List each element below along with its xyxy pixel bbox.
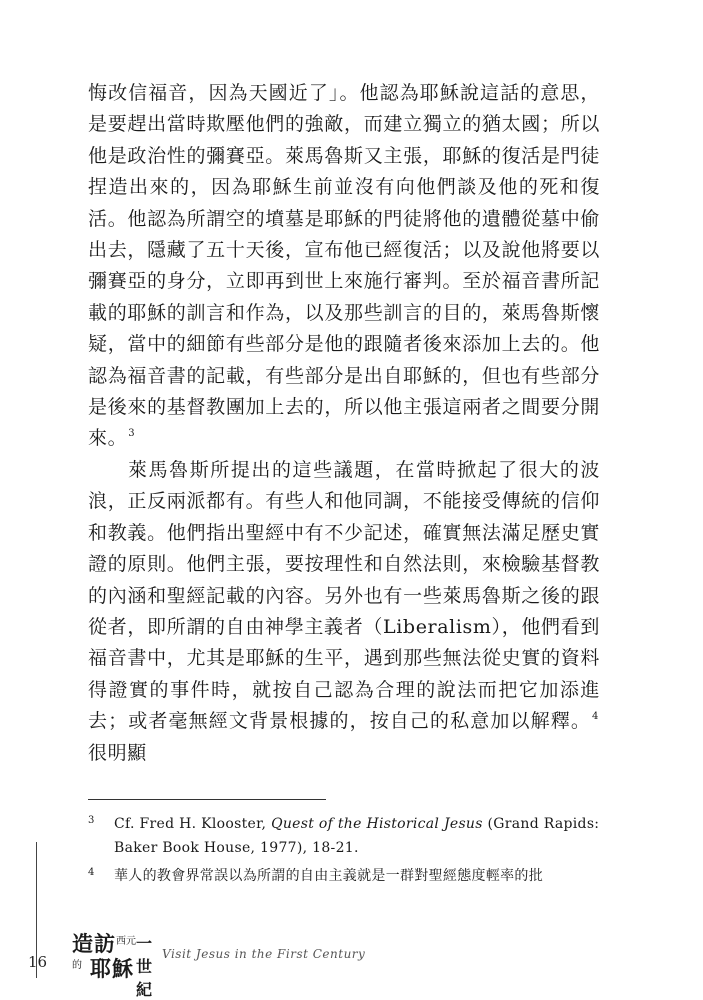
paragraph-2: [88, 455, 600, 769]
title-part-1: 造訪: [72, 931, 116, 956]
footnote-3-book-title: Quest of the Historical Jesus: [271, 816, 483, 832]
footnotes: [88, 812, 600, 892]
footnote-3: [88, 812, 600, 860]
page-number: 16: [28, 953, 48, 971]
footnote-3-after: (Grand Rapids: Baker Book House, 1977), 18-21.: [114, 816, 600, 856]
running-subtitle: Visit Jesus in the First Century: [162, 947, 366, 961]
paragraph-2-tail: 很明顯: [88, 741, 147, 764]
body-text: [88, 78, 600, 769]
paragraph-2-text: 萊馬魯斯所提出的這些議題，在當時掀起了很大的波浪，正反兩派都有。有些人和他同調，不能接受傳統的信仰和教義。他們指出聖經中有不少記述，確實無法滿足歷史實證的原則。他們主張，要按理性和自然法則，來檢驗基督教的內涵和聖經記載的內容。另外也有一些萊馬魯斯之後的跟從者，即所謂的自由神學主義者（Liberalism），他們看到福音書中，尤其是耶穌的生平，遇到那些無法從史實的資料得證實的事件時，就按自己認為合理的說法而把它加添進去；或者毫無經文背景根據的，按自己的私意加以解釋。: [88, 458, 600, 733]
footnote-4-text: 華人的教會界常誤以為所謂的自由主義就是一群對聖經態度輕率的批: [114, 868, 543, 884]
title-part-3: 耶穌: [90, 956, 134, 981]
footnote-ref-3[interactable]: 3: [128, 428, 136, 440]
title-small-1: 西元: [116, 936, 136, 947]
footnote-4: [88, 864, 600, 888]
footnote-3-before: Cf. Fred H. Klooster,: [114, 816, 272, 832]
title-part-2: 一世紀: [136, 934, 153, 999]
paragraph-1-text: 悔改信福音，因為天國近了」。他認為耶穌說這話的意思，是要趕出當時欺壓他們的強敵，而建立獨立的猶太國；所以他是政治性的彌賽亞。萊馬魯斯又主張，耶穌的復活是門徒捏造出來的，因為耶穌生前並沒有向他們談及他的死和復活。他認為所謂空的墳墓是耶穌的門徒將他的遺體從墓中偷出去，隱藏了五十天後，宣布他已經復活；以及說他將要以彌賽亞的身分，立即再到世上來施行審判。至於福音書所記載的耶穌的訓言和作為，以及那些訓言的目的，萊馬魯斯懷疑，當中的細節有些部分是他的跟隨者後來添加上去的。他認為福音書的記載，有些部分是出自耶穌的，但也有些部分是後來的基督教團加上去的，所以他主張這兩者之間要分開來。: [88, 82, 600, 450]
footnote-number: 3: [88, 815, 95, 826]
footnote-divider: [88, 799, 326, 800]
running-title-logo: [72, 928, 164, 999]
title-small-2: 的: [72, 960, 82, 971]
paragraph-1: [88, 78, 600, 455]
footnote-ref-4[interactable]: 4: [592, 711, 599, 723]
footnote-number: 4: [88, 867, 95, 878]
